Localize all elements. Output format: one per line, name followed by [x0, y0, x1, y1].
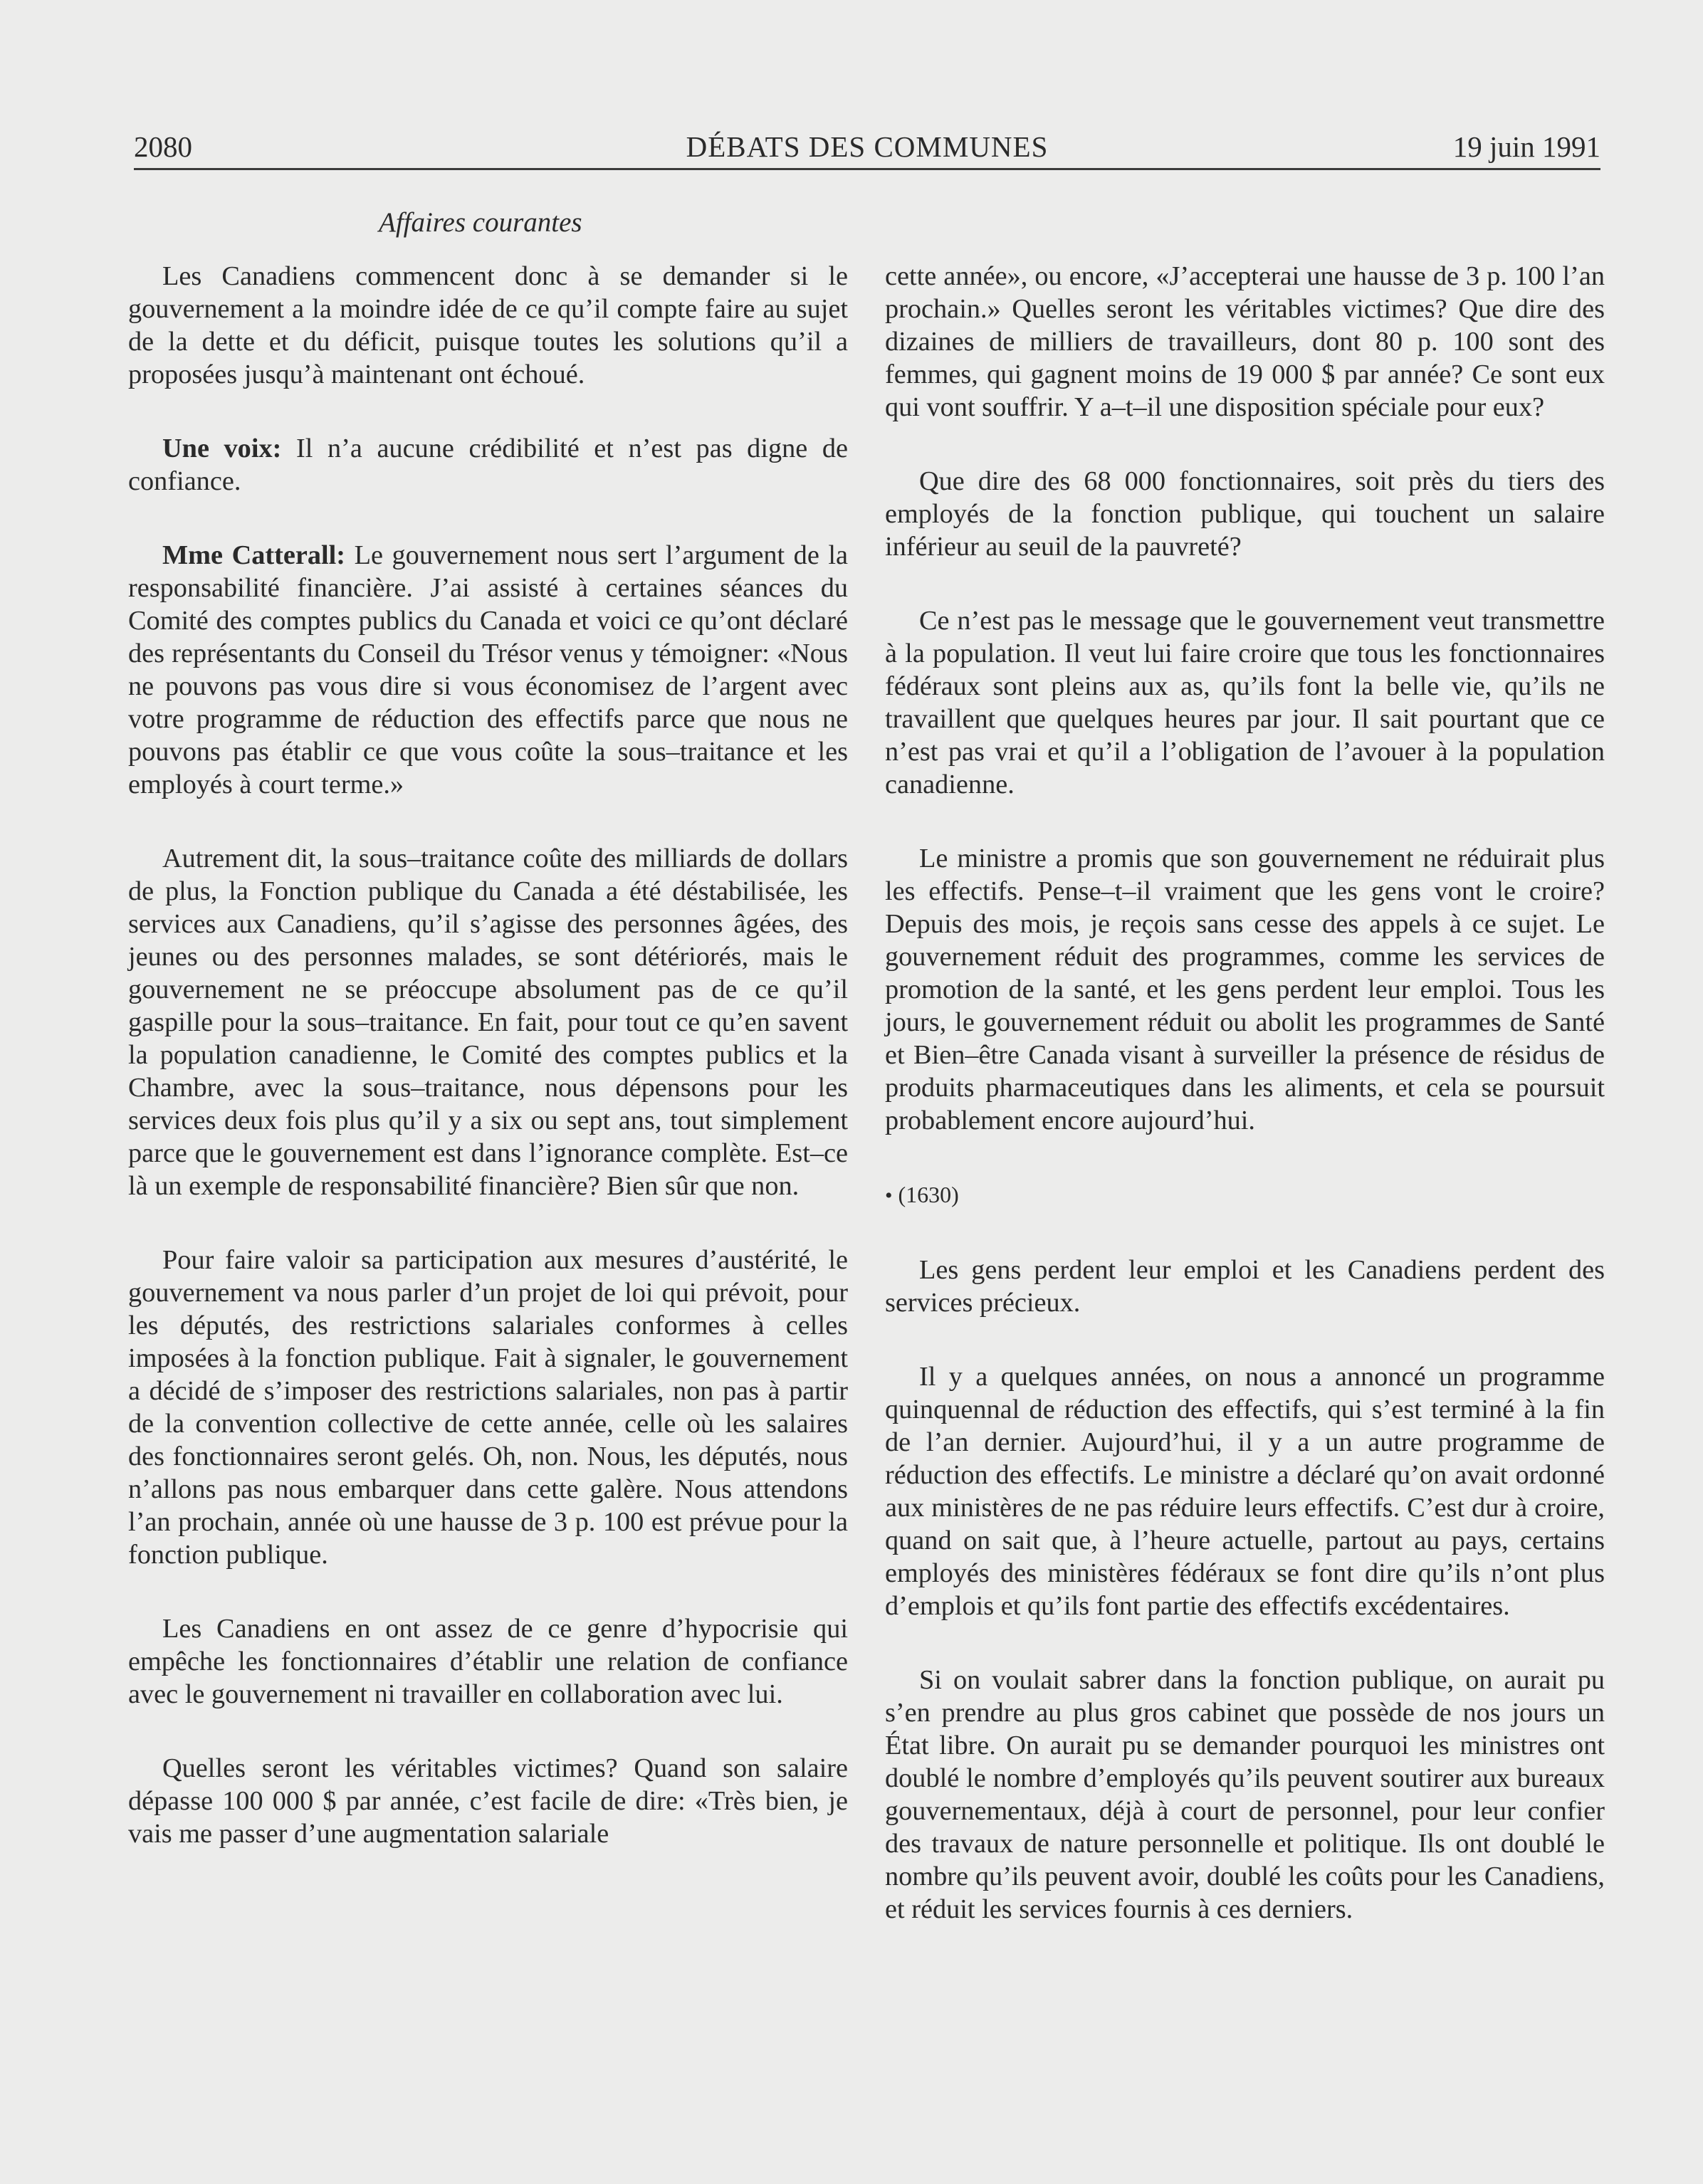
paragraph [128, 1612, 848, 1711]
bullet-icon: • [885, 1184, 893, 1207]
right-column [885, 260, 1605, 1967]
paragraph [128, 842, 848, 1202]
paragraph [128, 260, 848, 391]
time-marker-text: (1630) [898, 1182, 959, 1207]
paragraph-text: Il n’a aucune crédibilité et n’est pas digne de confiance. [128, 434, 848, 496]
paragraph-text: cette année», ou encore, «J’accepterai une hausse de 3 p. 100 l’an prochain.» Quelles seront les véritables victimes? Que dire des dizaines de milliers de travailleurs, dont 80 p. 100 sont des femmes, qui gagnent moins de 19 000 $ par année? Ce sont eux qui vont souffrir. Y a–t–il une disposition spéciale pour eux? [885, 261, 1605, 422]
paragraph-text: Autrement dit, la sous–traitance coûte des milliards de dollars de plus, la Fonction publique du Canada a été déstabilisée, les services aux Canadiens, qu’il s’agisse des personnes âgées, des jeunes ou des personnes malades, se sont détériorés, mais le gouvernement ne se préoccupe absolument pas de ce qu’il gaspille pour la sous–traitance. En fait, pour tout ce qu’en savent la population canadienne, le Comité des comptes publics et la Chambre, avec la sous–traitance, nous dépensons pour les services deux fois plus qu’il y a six ou sept ans, tout simplement parce que le gouvernement est dans l’ignorance complète. Est–ce là un exemple de responsabilité financière? Bien sûr que non. [128, 844, 848, 1201]
page-number: 2080 [134, 130, 192, 163]
header-rule [134, 168, 1600, 170]
time-marker [885, 1178, 1605, 1212]
paragraph [128, 1752, 848, 1850]
speaker-name: Mme Catterall: [162, 540, 346, 570]
paragraph-text: Le ministre a promis que son gouvernement ne réduirait plus les effectifs. Pense–t–il vraiment que les gens vont le croire? Depuis des mois, je reçois sans cesse des appels à ce sujet. Le gouvernement réduit des programmes, comme les services de promotion de la santé, et les gens perdent leur emploi. Tous les jours, le gouvernement réduit ou abolit les programmes de Santé et Bien–être Canada visant à surveiller la présence de résidus de produits pharmaceutiques dans les aliments, et cela se poursuit probablement encore aujourd’hui. [885, 844, 1605, 1135]
paragraph-text: Les Canadiens en ont assez de ce genre d’hypocrisie qui empêche les fonctionnaires d’établir une relation de confiance avec le gouvernement ni travailler en collaboration avec lui. [128, 1614, 848, 1709]
paragraph-text: Quelles seront les véritables victimes? Quand son salaire dépasse 100 000 $ par année, c’est facile de dire: «Très bien, je vais me passer d’une augmentation salariale [128, 1753, 848, 1849]
paragraph-text: Pour faire valoir sa participation aux mesures d’austérité, le gouvernement va nous parler d’un projet de loi qui prévoit, pour les députés, des restrictions salariales conformes à celles imposées à la fonction publique. Fait à signaler, le gouvernement a décidé de s’imposer des restrictions salariales, non pas à partir de la convention collective de cette année, celle où les salaires des fonctionnaires seront gelés. Oh, non. Nous, les députés, nous n’allons pas nous embarquer dans cette galère. Nous attendons l’an prochain, année où une hausse de 3 p. 100 est prévue pour la fonction publique. [128, 1245, 848, 1570]
paragraph [128, 1244, 848, 1571]
paragraph [128, 432, 848, 498]
section-heading: Affaires courantes [379, 207, 582, 238]
page-date: 19 juin 1991 [1452, 130, 1600, 163]
paragraph [885, 465, 1605, 563]
paragraph-text: Les gens perdent leur emploi et les Canadiens perdent des services précieux. [885, 1255, 1605, 1318]
paragraph-text: Les Canadiens commencent donc à se demander si le gouvernement a la moindre idée de ce qu’il compte faire au sujet de la dette et du déficit, puisque toutes les solutions qu’il a proposées jusqu’à maintenant ont échoué. [128, 261, 848, 389]
paragraph-text: Si on voulait sabrer dans la fonction publique, on aurait pu s’en prendre au plus gros cabinet que possède de nos jours un État libre. On aurait pu se demander pourquoi les ministres ont doublé le nombre d’employés qu’ils peuvent soutirer aux bureaux gouvernementaux, déjà à court de personnel, pour leur confier des travaux de nature personnelle et politique. Ils ont doublé le nombre qu’ils peuvent avoir, doublé les coûts pour les Canadiens, et réduit les services fournis à ces derniers. [885, 1665, 1605, 1924]
paragraph [885, 1360, 1605, 1622]
page-header [134, 125, 1600, 168]
paragraph-text: Que dire des 68 000 fonctionnaires, soit près du tiers des employés de la fonction publique, qui touchent un salaire inférieur au seuil de la pauvreté? [885, 466, 1605, 562]
paragraph-text: Ce n’est pas le message que le gouvernement veut transmettre à la population. Il veut lui faire croire que tous les fonctionnaires fédéraux sont pleins aux as, qu’ils font la belle vie, qu’ils ne travaillent que quelques heures par jour. Il sait pourtant que ce n’est pas vrai et qu’il a l’obligation de l’avouer à la population canadienne. [885, 606, 1605, 799]
paragraph [885, 604, 1605, 801]
paragraph [128, 539, 848, 801]
journal-title: DÉBATS DES COMMUNES [686, 130, 1049, 163]
paragraph-text: Il y a quelques années, on nous a annoncé un programme quinquennal de réduction des effectifs, qui s’est terminé à la fin de l’an dernier. Aujourd’hui, il y a un autre programme de réduction des effectifs. Le ministre a déclaré qu’on avait ordonné aux ministères de ne pas réduire leurs effectifs. C’est dur à croire, quand on sait que, à l’heure actuelle, partout au pays, certains employés des ministères fédéraux se font dire qu’ils n’ont plus d’emplois et qu’ils font partie des effectifs excédentaires. [885, 1362, 1605, 1621]
left-column [128, 260, 848, 1891]
paragraph [885, 1254, 1605, 1319]
paragraph [885, 842, 1605, 1137]
speaker-name: Une voix: [162, 434, 282, 463]
paragraph-text: Le gouvernement nous sert l’argument de la responsabilité financière. J’ai assisté à certaines séances du Comité des comptes publics du Canada et voici ce qu’ont déclaré des représentants du Conseil du Trésor venus y témoigner: «Nous ne pouvons pas vous dire si vous économisez de l’argent avec votre programme de réduction des effectifs parce que nous ne pouvons pas établir ce que vous coûte la sous–traitance et les employés à court terme.» [128, 540, 848, 799]
paragraph [885, 260, 1605, 424]
paragraph [885, 1664, 1605, 1926]
